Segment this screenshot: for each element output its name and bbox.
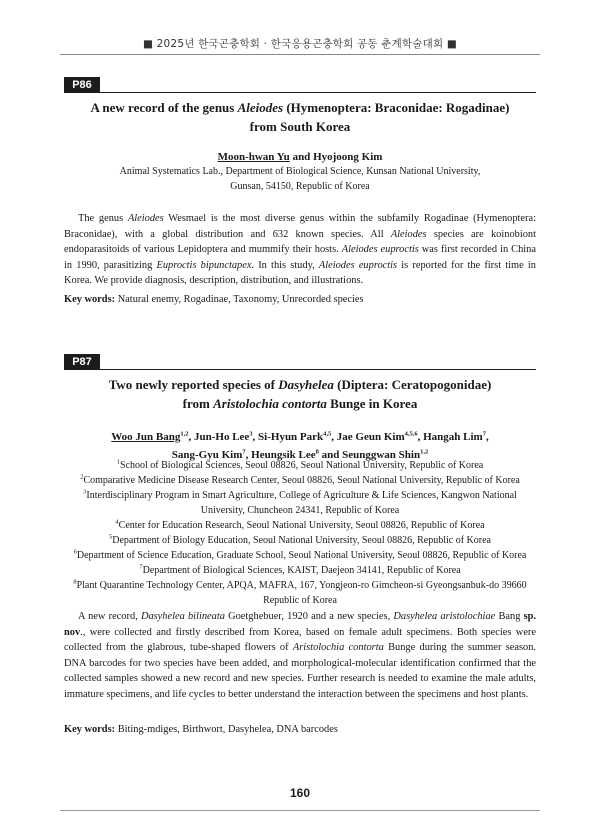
keywords-p87: Key words: Biting-mdiges, Birthwort, Dasyhelea, DNA barcodes bbox=[64, 724, 338, 735]
paper-title-p87: Two newly reported species of Dasyhelea (Diptera: Ceratopogonidae) from Aristolochia contorta Bunge in Korea bbox=[108, 377, 492, 411]
authors-p87: Woo Jun Bang$^{1,2}$, Jun-Ho Lee$^3$, Si-Hyun Park$^{4,5}$, Jae Geun Kim$^{4,5,6}$, Hangah Lim$^7$, Sang-Gyu Kim$^7$, Heungsik Lee$^8$ and Seunggwan Shin$^{1,2}$ bbox=[111, 430, 489, 461]
badge-underline-p86 bbox=[64, 92, 536, 93]
affiliations-p86: Animal Systematics Lab., Department of Biological Science, Kunsan National University, Gunsan, 54150, Republic of Korea bbox=[119, 166, 481, 192]
paper-title-p86: A new record of the genus Aleiodes (Hymenoptera: Braconidae: Rogadinae) from South Korea bbox=[90, 100, 510, 134]
badge-underline-p87 bbox=[64, 369, 536, 370]
presenting-author: Moon-hwan Yu bbox=[217, 151, 290, 163]
poster-badge-p86: P86 bbox=[64, 77, 100, 93]
header-divider bbox=[60, 54, 540, 55]
presenting-author: Woo Jun Bang bbox=[111, 431, 181, 443]
affiliations-p87: $^1$School of Biological Sciences, Seoul 08826, Seoul National University, Republic of Korea $^2$Comparative Medicine Disease Research Center, Seoul 08826, Seoul National University, Republic of Korea $^3$Interdisciplinary Program in Smart Agriculture, College of Agriculture & Life Sciences, Kangwon National University, Chuncheon 24341, Republic of Korea $^4$Center for Education Research, Seoul National University, Seoul 08826, Republic of Korea $^5$Department of Biology Education, Seoul National University, Seoul 08826, Republic of Korea $^6$Department of Science Education, Graduate School, Seoul National University, Seoul 08826, Republic of Korea $^7$Department of Biological Sciences, KAIST, Daejeon 34141, Republic of Korea $^8$Plant Quarantine Technology Center, APQA, MAFRA, 167, Yongjeon-ro Gimcheon-si Gyeongsanbuk-do 39660 Republic of Korea bbox=[73, 458, 527, 606]
footer-divider bbox=[60, 810, 540, 811]
authors-p86: Moon-hwan Yu and Hyojoong Kim bbox=[217, 151, 383, 163]
abstract-p86: The genus Aleiodes Wesmael is the most diverse genus within the subfamily Rogadinae (Hymenoptera: Braconidae), with a global distribution and 632 known species. All Aleiodes species are koinobiont endoparasitoids of various Lepidoptera and mummify their hosts. Aleiodes euproctis was first recorded in China in 1990, parasitizing Euproctis bipunctapex. In this study, Aleiodes euproctis is reported for the first time in Korea. We provide diagnosis, description, distribution, and illustrations. bbox=[64, 213, 536, 286]
conference-header: ■ 2025년 한국곤충학회 · 한국응용곤충학회 공동 춘계학술대회 ■ bbox=[143, 38, 457, 50]
keywords-p86: Key words: Natural enemy, Rogadinae, Taxonomy, Unrecorded species bbox=[64, 294, 364, 305]
abstract-p87: A new record, Dasyhelea bilineata Goetghebuer, 1920 and a new species, Dasyhelea aristolochiae Bang sp. nov., were collected and firstly described from Korea, based on female adult specimens. Both species were collected from the glabrous, tube-shaped flowers of Aristolochia contorta Bunge during the summer season. DNA barcodes for two species have been added, and morphological-molecular identification confirmed that the collected samples showed a new record and new species. Further research is needed to examine the male adults, immature specimens, and life cycles to better understand the interaction between the specimens and host plants. bbox=[64, 611, 536, 700]
page-number: 160 bbox=[289, 786, 311, 800]
poster-badge-p87: P87 bbox=[64, 354, 100, 370]
